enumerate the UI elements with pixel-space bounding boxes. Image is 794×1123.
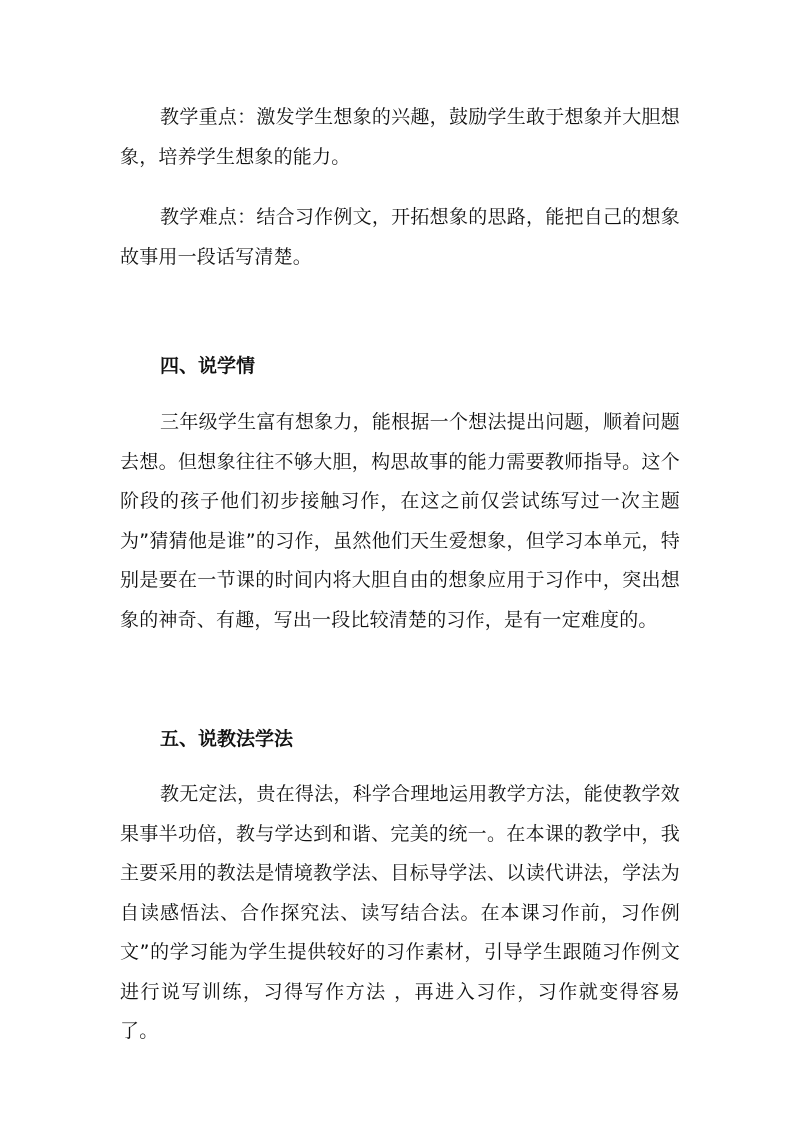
teaching-focus-text: 教学重点：激发学生想象的兴趣，鼓励学生敢于想象并大胆想象，培养学生想象的能力。 [120, 106, 680, 168]
section-heading-learning-situation: 四、说学情 [160, 355, 256, 377]
teaching-focus-paragraph [120, 98, 680, 177]
section-heading-teaching-methods: 五、说教法学法 [160, 728, 294, 750]
learning-situation-paragraph [120, 403, 680, 640]
teaching-methods-text: 教无定法，贵在得法，科学合理地运用教学方法，能使教学效果事半功倍，教与学达到和谐、完美的统一。在本课的教学中，我主要采用的教法是情境教学法、目标导学法、以读代讲法，学法为自读感悟法、合作探究法、读写结合法。在本课习作前，习作例文”的学习能为学生提供较好的习作素材，引导学生跟随习作例文进行说写训练，习得写作方法 ，再进入习作，习作就变得容易了。 [120, 783, 680, 1042]
learning-situation-text: 三年级学生富有想象力，能根据一个想法提出问题，顺着问题去想。但想象往往不够大胆，构思故事的能力需要教师指导。这个阶段的孩子他们初步接触习作，在这之前仅尝试练写过一次主题为”猜猜他是谁”的习作，虽然他们天生爱想象，但学习本单元，特别是要在一节课的时间内将大胆自由的想象应用于习作中，突出想象的神奇、有趣，写出一段比较清楚的习作，是有一定难度的。 [120, 411, 680, 631]
teaching-difficulty-paragraph [120, 198, 680, 277]
teaching-methods-paragraph [120, 775, 680, 1052]
teaching-difficulty-text: 教学难点：结合习作例文，开拓想象的思路，能把自己的想象故事用一段话写清楚。 [120, 206, 680, 268]
